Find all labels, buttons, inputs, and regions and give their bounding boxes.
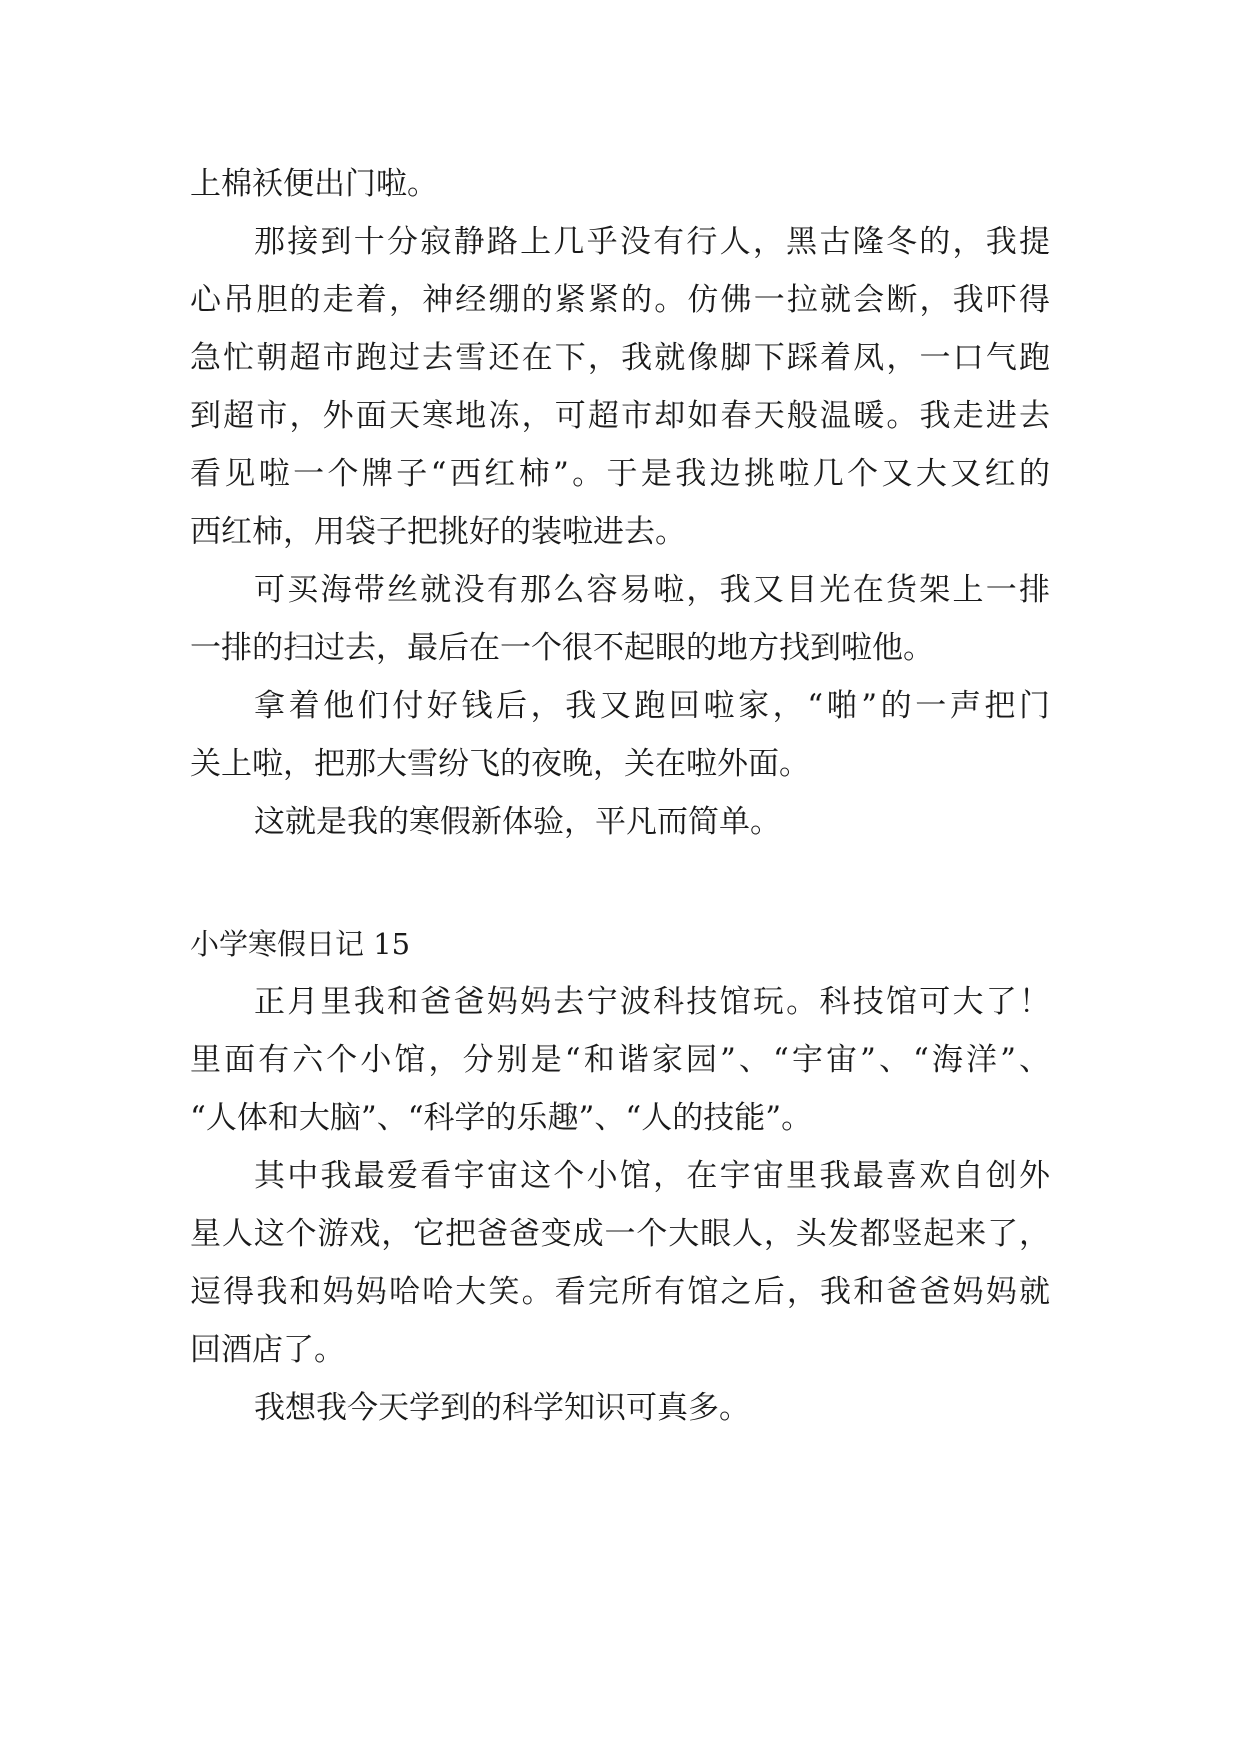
text-line: 逗得我和妈妈哈哈大笑。看完所有馆之后，我和爸爸妈妈就: [190, 1274, 1050, 1310]
text-line: 我想我今天学到的科学知识可真多。: [254, 1390, 750, 1426]
text-line: 拿着他们付好钱后，我又跑回啦家，“啪”的一声把门: [254, 688, 1050, 724]
diary-title: 小学寒假日记 15: [190, 927, 411, 961]
document-page: [190, 155, 1050, 1437]
text-line: 里面有六个小馆，分别是“和谐家园”、“宇宙”、“海洋”、: [190, 1042, 1050, 1078]
text-line: 急忙朝超市跑过去雪还在下，我就像脚下踩着凤，一口气跑: [190, 340, 1050, 376]
text-line: 回酒店了。: [190, 1332, 345, 1368]
section-spacer: [190, 851, 1050, 915]
text-line: 这就是我的寒假新体验，平凡而简单。: [254, 804, 781, 840]
text-line: 星人这个游戏，它把爸爸变成一个大眼人，头发都竖起来了，: [190, 1216, 1050, 1252]
paragraph-continuation: [190, 155, 1050, 213]
text-line: 到超市，外面天寒地冻，可超市却如春天般温暖。我走进去: [190, 398, 1050, 434]
text-line: 一排的扫过去，最后在一个很不起眼的地方找到啦他。: [190, 630, 934, 666]
text-line: 上棉袄便出门啦。: [190, 166, 438, 202]
paragraph-walk-to-supermarket: [190, 213, 1050, 561]
text-line: 正月里我和爸爸妈妈去宁波科技馆玩。科技馆可大了！: [254, 984, 1050, 1020]
paragraph-universe-hall: [190, 1147, 1050, 1379]
text-line: 可买海带丝就没有那么容易啦，我又目光在货架上一排: [254, 572, 1050, 608]
paragraph-reflection: [190, 1379, 1050, 1437]
paragraph-go-home: [190, 677, 1050, 793]
text-line: 关上啦，把那大雪纷飞的夜晚，关在啦外面。: [190, 746, 810, 782]
text-line: 看见啦一个牌子“西红柿”。于是我边挑啦几个又大又红的: [190, 456, 1050, 492]
text-line: 其中我最爱看宇宙这个小馆，在宇宙里我最喜欢自创外: [254, 1158, 1050, 1194]
paragraph-conclusion: [190, 793, 1050, 851]
text-line: “人体和大脑”、“科学的乐趣”、“人的技能”。: [190, 1100, 813, 1136]
paragraph-seaweed: [190, 561, 1050, 677]
text-line: 心吊胆的走着，神经绷的紧紧的。仿佛一拉就会断，我吓得: [190, 282, 1050, 318]
text-line: 西红柿，用袋子把挑好的装啦进去。: [190, 514, 686, 550]
paragraph-science-museum: [190, 973, 1050, 1147]
text-line: 那接到十分寂静路上几乎没有行人，黑古隆冬的，我提: [254, 224, 1050, 260]
